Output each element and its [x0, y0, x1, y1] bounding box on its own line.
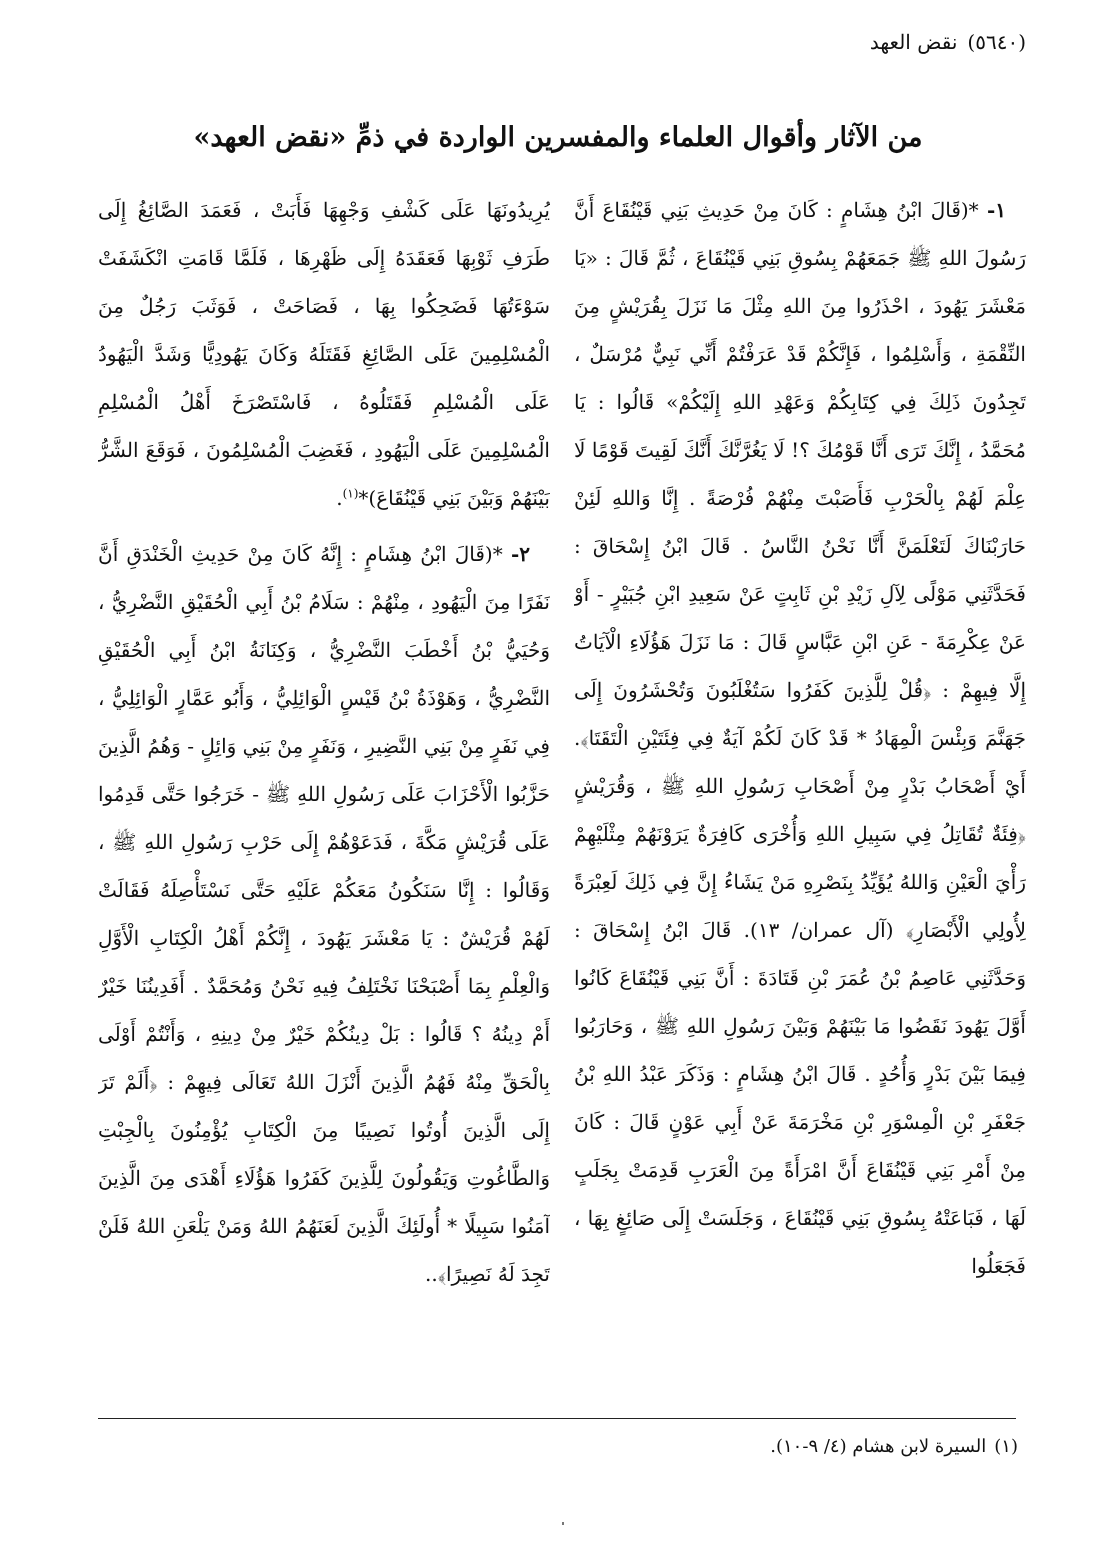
- item-1-number: ١-: [986, 198, 1006, 222]
- paragraph-item-1-continued: [98, 186, 550, 522]
- running-header: [870, 30, 1026, 54]
- quran-verse-1: ﴿قُلْ لِلَّذِينَ كَفَرُوا سَتُغْلَبُونَ وَتُحْشَرُونَ إِلَى جَهَنَّمَ وَبِئْسَ الْمِهَادُ * قَدْ كَانَ لَكُمْ آيَةٌ فِي فِئَتَيْنِ الْتَقَتَا﴾: [574, 678, 1026, 750]
- item-1-continuation: يُرِيدُونَهَا عَلَى كَشْفِ وَجْهِهَا فَأَبَتْ ، فَعَمَدَ الصَّائِغُ إِلَى طَرَفِ ثَوْبِهَا فَعَقَدَهُ إِلَى ظَهْرِهَا ، فَلَمَّا قَامَتِ انْكَشَفَتْ سَوْءَتُهَا فَضَحِكُوا بِهَا ، فَصَاحَتْ ، فَوَثَبَ رَجُلٌ مِنَ الْمُسْلِمِينَ عَلَى الصَّائِغِ فَقَتَلَهُ وَكَانَ يَهُودِيًّا وَشَدَّ الْيَهُودُ عَلَى الْمُسْلِمِ فَقَتَلُوهُ ، فَاسْتَصْرَخَ أَهْلُ الْمُسْلِمِ الْمُسْلِمِينَ عَلَى الْيَهُودِ ، فَغَضِبَ الْمُسْلِمُونَ ، فَوَقَعَ الشَّرُّ بَيْنَهُمْ وَبَيْنَ بَنِي قَيْنُقَاعَ)*: [98, 198, 550, 510]
- paragraph-item-2: [98, 530, 550, 1298]
- left-column: [98, 186, 550, 1396]
- footnote-text: السيرة لابن هشام (٤/ ٩-١٠).: [770, 1436, 987, 1457]
- item-1-text-2: . أَيْ أَصْحَابُ بَدْرٍ مِنْ أَصْحَابِ رَسُولِ اللهِ ﷺ ، وَقُرَيْشٍ: [574, 726, 1026, 798]
- paragraph-item-1: [574, 186, 1026, 1290]
- item-2-end: ..: [425, 1262, 438, 1286]
- section-title: من الآثار وأقوال العلماء والمفسرين الواردة في ذمِّ «نقض العهد»: [193, 122, 923, 153]
- item-2-number: ٢-: [510, 542, 530, 566]
- verse-reference: (آل عمران/ ١٣): [750, 918, 894, 942]
- item-2-text: *(قَالَ ابْنُ هِشَامٍ : إِنَّهُ كَانَ مِنْ حَدِيثِ الْخَنْدَقِ أَنَّ نَفَرًا مِنَ الْيَهُودِ ، مِنْهُمْ : سَلَامُ بْنُ أَبِي الْحُقَيْقِ النَّضْرِيُّ ، وَحُيَيُّ بْنُ أَخْطَبَ النَّضْرِيُّ ، وَكِنَانَةُ ابْنُ أَبِي الْحُقَيْقِ النَّضْرِيُّ ، وَهَوْذَةُ بْنُ قَيْسٍ الْوَائِلِيُّ ، وَأَبُو عَمَّارٍ الْوَائِلِيُّ ، فِي نَفَرٍ مِنْ بَنِي النَّضِيرِ ، وَنَفَرٍ مِنْ بَنِي وَائِلٍ - وَهُمُ الَّذِينَ حَزَّبُوا الْأَحْزَابَ عَلَى رَسُولِ اللهِ ﷺ - خَرَجُوا حَتَّى قَدِمُوا عَلَى قُرَيْشٍ مَكَّةَ ، فَدَعَوْهُمْ إِلَى حَرْبِ رَسُولِ اللهِ ﷺ ، وَقَالُوا : إِنَّا سَنَكُونُ مَعَكُمْ عَلَيْهِ حَتَّى نَسْتَأْصِلَهُ فَقَالَتْ لَهُمْ قُرَيْشٌ : يَا مَعْشَرَ يَهُودَ ، إِنَّكُمْ أَهْلُ الْكِتَابِ الْأَوَّلِ وَالْعِلْمِ بِمَا أَصْبَحْنَا نَخْتَلِفُ فِيهِ نَحْنُ وَمُحَمَّدٌ . أَفَدِينُنَا خَيْرٌ أَمْ دِينُهُ ؟ قَالُوا : بَلْ دِينُكُمْ خَيْرٌ مِنْ دِينِهِ ، وَأَنْتُمْ أَوْلَى بِالْحَقِّ مِنْهُ فَهُمُ الَّذِينَ أَنْزَلَ اللهُ تَعَالَى فِيهِمْ :: [98, 542, 550, 1094]
- scan-speck: [562, 1522, 564, 1525]
- footnote: [770, 1436, 1018, 1457]
- item-1-end: .: [336, 486, 343, 510]
- right-column: [574, 186, 1026, 1396]
- footnote-divider: [98, 1418, 1016, 1419]
- quran-verse-2: ﴿فِئَةٌ تُقَاتِلُ فِي سَبِيلِ اللهِ وَأُخْرَى كَافِرَةٌ يَرَوْنَهُمْ مِثْلَيْهِمْ رَأْيَ الْعَيْنِ وَاللهُ يُؤَيِّدُ بِنَصْرِهِ مَنْ يَشَاءُ إِنَّ فِي ذَلِكَ لَعِبْرَةً لِأُولِي الْأَبْصَارِ﴾: [574, 822, 1026, 942]
- item-1-text-3: . قَالَ ابْنُ إِسْحَاقَ : وَحَدَّثَنِي عَاصِمُ بْنُ عُمَرَ بْنِ قَتَادَةَ : أَنَّ بَنِي قَيْنُقَاعَ كَانُوا أَوَّلَ يَهُودَ نَقَضُوا مَا بَيْنَهُمْ وَبَيْنَ رَسُولِ اللهِ ﷺ ، وَحَارَبُوا فِيمَا بَيْنَ بَدْرٍ وَأُحُدٍ . قَالَ ابْنُ هِشَامٍ : وَذَكَرَ عَبْدُ اللهِ بْنُ جَعْفَرِ بْنِ الْمِسْوَرِ بْنِ مَخْرَمَةَ عَنْ أَبِي عَوْنٍ قَالَ : كَانَ مِنْ أَمْرِ بَنِي قَيْنُقَاعَ أَنَّ امْرَأَةً مِنَ الْعَرَبِ قَدِمَتْ بِجَلَبٍ لَهَا ، فَبَاعَتْهُ بِسُوقِ بَنِي قَيْنُقَاعَ ، وَجَلَسَتْ إِلَى صَائِغٍ بِهَا ، فَجَعَلُوا: [574, 918, 1026, 1278]
- item-1-text: *(قَالَ ابْنُ هِشَامٍ : كَانَ مِنْ حَدِيثِ بَنِي قَيْنُقَاعَ أَنَّ رَسُولَ اللهِ ﷺ جَمَعَهُمْ بِسُوقِ بَنِي قَيْنُقَاعَ ، ثُمَّ قَالَ : «يَا مَعْشَرَ يَهُودَ ، احْذَرُوا مِنَ اللهِ مِثْلَ مَا نَزَلَ بِقُرَيْشٍ مِنَ النِّقْمَةِ ، وَأَسْلِمُوا ، فَإِنَّكُمْ قَدْ عَرَفْتُمْ أَنِّي نَبِيٌّ مُرْسَلٌ ، تَجِدُونَ ذَلِكَ فِي كِتَابِكُمْ وَعَهْدِ اللهِ إِلَيْكُمْ» قَالُوا : يَا مُحَمَّدُ ، إِنَّكَ تَرَى أَنَّا قَوْمُكَ ؟! لَا يَغُرَّنَّكَ أَنَّكَ لَقِيتَ قَوْمًا لَا عِلْمَ لَهُمْ بِالْحَرْبِ فَأَصَبْتَ مِنْهُمْ فُرْصَةً . إِنَّا وَاللهِ لَئِنْ حَارَبْنَاكَ لَتَعْلَمَنَّ أَنَّا نَحْنُ النَّاسُ . قَالَ ابْنُ إِسْحَاقَ : فَحَدَّثَنِي مَوْلًى لِآلِ زَيْدِ بْنِ ثَابِتٍ عَنْ سَعِيدِ ابْنِ جُبَيْرٍ - أَوْ عَنْ عِكْرِمَةَ - عَنِ ابْنِ عَبَّاسٍ قَالَ : مَا نَزَلَ هَؤُلَاءِ الْآيَاتُ إِلَّا فِيهِمْ :: [574, 198, 1026, 702]
- footnote-marker: (١): [994, 1436, 1018, 1457]
- footnote-reference: (١): [342, 486, 359, 501]
- page-number: (٥٦٤٠): [967, 30, 1026, 54]
- quran-verse-3: ﴿أَلَمْ تَرَ إِلَى الَّذِينَ أُوتُوا نَصِيبًا مِنَ الْكِتَابِ يُؤْمِنُونَ بِالْجِبْتِ وَالطَّاغُوتِ وَيَقُولُونَ لِلَّذِينَ كَفَرُوا هَؤُلَاءِ أَهْدَى مِنَ الَّذِينَ آمَنُوا سَبِيلًا * أُولَئِكَ الَّذِينَ لَعَنَهُمُ اللهُ وَمَنْ يَلْعَنِ اللهُ فَلَنْ تَجِدَ لَهُ نَصِيرًا﴾: [98, 1070, 550, 1286]
- running-title: نقض العهد: [869, 30, 958, 54]
